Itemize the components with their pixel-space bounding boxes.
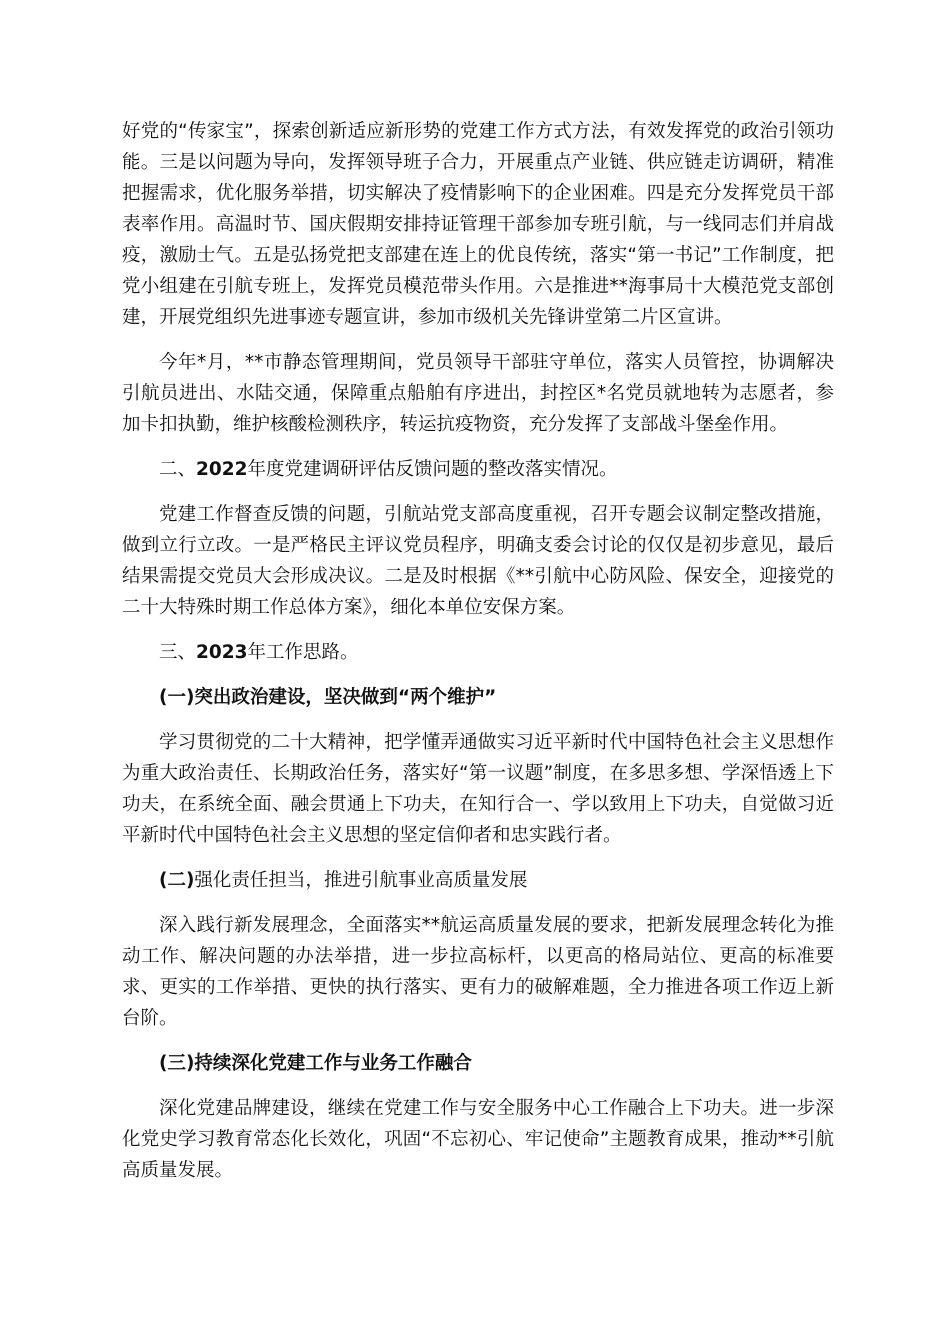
subheading-2 [122,865,834,896]
section-heading-3-prefix: 三、 [159,642,197,663]
section-heading-2-year: 2022 [196,459,248,480]
paragraph-rectification: 党建工作督查反馈的问题，引航站党支部高度重视，召开专题会议制定整改措施，做到立行立改。一是严格民主评议党员程序，明确支委会讨论的仅仅是初步意见，最后结果需提交党员大会形成决议。二是及时根据《**引航中心防风险、保安全，迎接党的二十大特殊时期工作总体方案》，细化本单位安保方案。 [122,504,834,618]
document-page [122,116,834,1186]
section-heading-2 [122,454,834,485]
section-heading-3-year: 2023 [196,642,248,663]
paragraph-static-management: 今年*月，**市静态管理期间，党员领导干部驻守单位，落实人员管控，协调解决引航员进出、水陆交通，保障重点船舶有序进出，封控区*名党员就地转为志愿者，参加卡扣执勤，维护核酸检测秩序，转运抗疫物资，充分发挥了支部战斗堡垒作用。 [122,352,834,435]
subheading-1: (一)突出政治建设，坚决做到“两个维护” [159,687,497,708]
subheading-2-prefix: (二) [159,870,195,891]
paragraph-integration: 深化党建品牌建设，继续在党建工作与安全服务中心工作融合上下功夫。进一步深化党史学习教育常态化长效化，巩固“不忘初心、牢记使命”主题教育成果，推动**引航高质量发展。 [122,1098,834,1181]
section-heading-2-suffix: 年度党建调研评估反馈问题的整改落实情况。 [247,459,618,480]
paragraph-continued: 好党的“传家宝”，探索创新适应新形势的党建工作方式方法，有效发挥党的政治引领功能。三是以问题为导向，发挥领导班子合力，开展重点产业链、供应链走访调研，精准把握需求，优化服务举措，切实解决了疫情影响下的企业困难。四是充分发挥党员干部表率作用。高温时节、国庆假期安排持证管理干部参加专班引航，与一线同志们并肩战疫，激励士气。五是弘扬党把支部建在连上的优良传统，落实“第一书记”工作制度，把党小组建在引航专班上，发挥党员模范带头作用。六是推进**海事局十大模范党支部创建，开展党组织先进事迹专题宣讲，参加市级机关先锋讲堂第二片区宣讲。 [122,121,834,328]
section-heading-3-suffix: 年工作思路。 [247,642,359,663]
subheading-3: (三)持续深化党建工作与业务工作融合 [159,1053,472,1074]
section-heading-2-prefix: 二、 [159,459,197,480]
paragraph-political-building: 学习贯彻党的二十大精神，把学懂弄通做实习近平新时代中国特色社会主义思想作为重大政治责任、长期政治任务，落实好“第一议题”制度，在多思多想、学深悟透上下功夫，在系统全面、融会贯通上下功夫，在知行合一、学以致用上下功夫，自觉做习近平新时代中国特色社会主义思想的坚定信仰者和忠实践行者。 [122,732,834,846]
paragraph-development: 深入践行新发展理念，全面落实**航运高质量发展的要求，把新发展理念转化为推动工作、解决问题的办法举措，进一步拉高标杆，以更高的格局站位、更高的标准要求、更实的工作举措、更快的执行落实、更有力的破解难题，全力推进各项工作迈上新台阶。 [122,915,834,1029]
section-heading-3 [122,637,834,668]
subheading-2-text: 强化责任担当，推进引航事业高质量发展 [194,870,528,891]
